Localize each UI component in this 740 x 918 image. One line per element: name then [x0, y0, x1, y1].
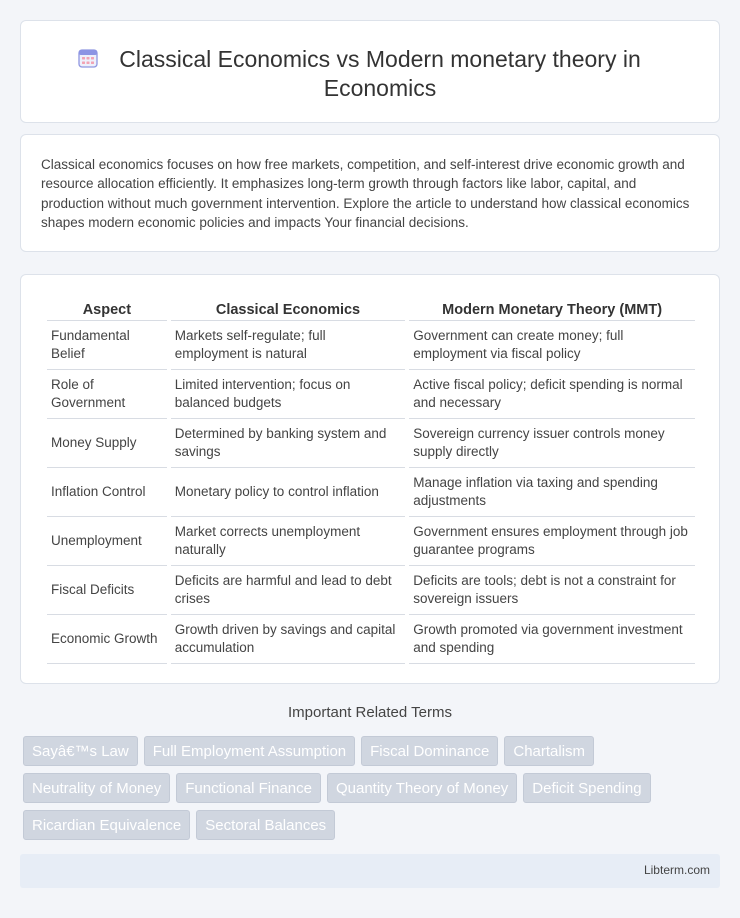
intro-card — [20, 134, 720, 252]
mmt-cell: Growth promoted via government investment and spending — [409, 615, 695, 664]
related-terms-list — [23, 736, 703, 847]
classical-cell: Monetary policy to control inflation — [171, 468, 405, 517]
table-row — [47, 517, 695, 566]
classical-cell: Deficits are harmful and lead to debt crises — [171, 566, 405, 615]
mmt-cell: Deficits are tools; debt is not a constraint for sovereign issuers — [409, 566, 695, 615]
related-term-tag[interactable]: Sayâ€™s Law — [23, 736, 138, 766]
aspect-cell: Fundamental Belief — [47, 321, 167, 370]
classical-cell: Market corrects unemployment naturally — [171, 517, 405, 566]
aspect-cell: Economic Growth — [47, 615, 167, 664]
related-term-tag[interactable]: Full Employment Assumption — [144, 736, 355, 766]
footer-site-link[interactable]: Libterm.com — [643, 863, 710, 877]
related-term-tag[interactable]: Neutrality of Money — [23, 773, 170, 803]
aspect-cell: Fiscal Deficits — [47, 566, 167, 615]
header-mmt: Modern Monetary Theory (MMT) — [409, 297, 695, 321]
mmt-cell: Government ensures employment through job guarantee programs — [409, 517, 695, 566]
comparison-table-card — [20, 274, 720, 684]
aspect-cell: Inflation Control — [47, 468, 167, 517]
table-row — [47, 321, 695, 370]
table-row — [47, 615, 695, 664]
footer — [20, 854, 720, 888]
aspect-cell: Unemployment — [47, 517, 167, 566]
comparison-table — [43, 297, 699, 664]
related-term-tag[interactable]: Fiscal Dominance — [361, 736, 498, 766]
table-row — [47, 419, 695, 468]
mmt-cell: Sovereign currency issuer controls money supply directly — [409, 419, 695, 468]
classical-cell: Limited intervention; focus on balanced budgets — [171, 370, 405, 419]
header-aspect: Aspect — [47, 297, 167, 321]
aspect-cell: Money Supply — [47, 419, 167, 468]
related-term-tag[interactable]: Deficit Spending — [523, 773, 650, 803]
title-card — [20, 20, 720, 123]
related-term-tag[interactable]: Ricardian Equivalence — [23, 810, 190, 840]
classical-cell: Markets self-regulate; full employment is natural — [171, 321, 405, 370]
mmt-cell: Active fiscal policy; deficit spending is normal and necessary — [409, 370, 695, 419]
related-term-tag[interactable]: Sectoral Balances — [196, 810, 335, 840]
mmt-cell: Manage inflation via taxing and spending adjustments — [409, 468, 695, 517]
related-term-tag[interactable]: Functional Finance — [176, 773, 321, 803]
table-row — [47, 566, 695, 615]
related-term-tag[interactable]: Quantity Theory of Money — [327, 773, 517, 803]
intro-paragraph: Classical economics focuses on how free markets, competition, and self-interest drive economic growth and resource allocation efficiently. It emphasizes long-term growth through factors like labor, capital, and production without much government intervention. Explore the article to understand how classical economics shapes modern economic policies and impacts Your financial decisions. — [41, 157, 690, 231]
header-classical: Classical Economics — [171, 297, 405, 321]
page-title: Classical Economics vs Modern monetary theory in Economics — [119, 46, 641, 101]
table-row — [47, 370, 695, 419]
aspect-cell: Role of Government — [47, 370, 167, 419]
table-header-row — [47, 297, 695, 321]
related-term-tag[interactable]: Chartalism — [504, 736, 594, 766]
table-row — [47, 468, 695, 517]
related-terms-heading: Important Related Terms — [288, 704, 452, 721]
mmt-cell: Government can create money; full employment via fiscal policy — [409, 321, 695, 370]
classical-cell: Determined by banking system and savings — [171, 419, 405, 468]
classical-cell: Growth driven by savings and capital accumulation — [171, 615, 405, 664]
